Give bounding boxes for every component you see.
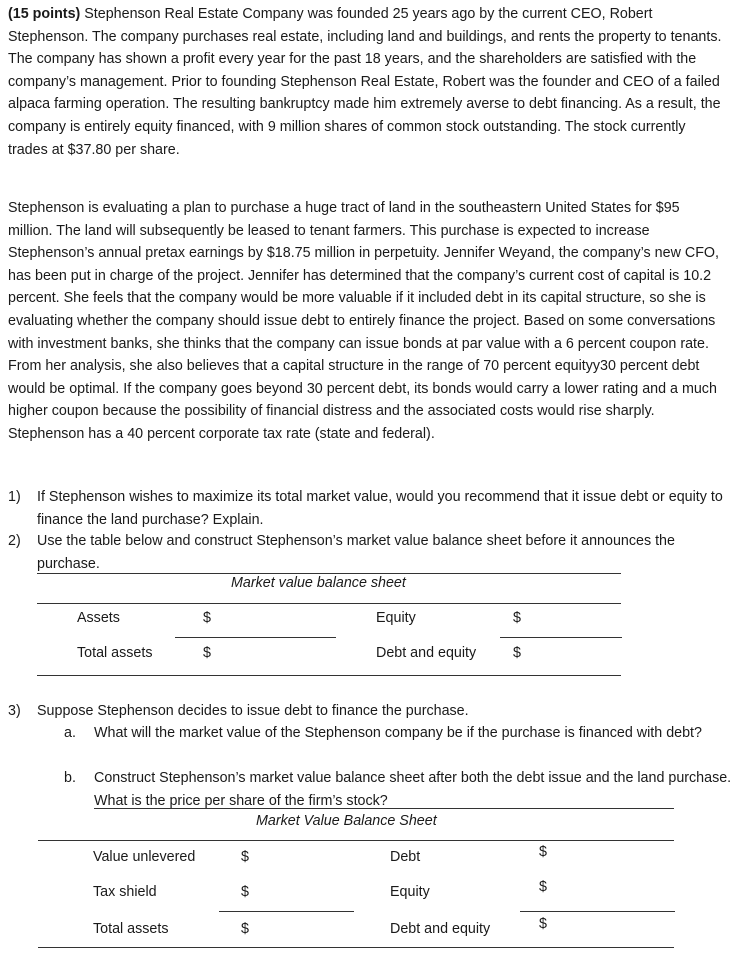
intro-paragraph xyxy=(8,3,726,161)
table2-row2-left-value: $ xyxy=(241,884,249,900)
table1-row1-right-value: $ xyxy=(513,610,521,626)
question-number: 1) xyxy=(8,489,21,505)
table2-row1-left-label: Value unlevered xyxy=(93,849,196,865)
subquestion-letter: a. xyxy=(64,725,76,741)
table2-row2-right-label: Equity xyxy=(390,884,430,900)
table2-row2-right-value: $ xyxy=(539,879,547,895)
scenario-paragraph: Stephenson is evaluating a plan to purchase a huge tract of land in the southeastern United States for $95 million. The land will subsequently be leased to tenant farmers. This purchase is expected to increase Stephenson’s annual pretax earnings by $18.75 million in perpetuity. Jennifer Weyand, the company’s new CFO, has been put in charge of the project. Jennifer has determined that the company’s current cost of capital is 10.2 percent. She feels that the company would be more valuable if it included debt in its capital structure, so she is evaluating whether the company should issue debt to entirely finance the project. Based on some conversations with investment banks, she thinks that the company can issue bonds at par value with a 6 percent coupon rate. From her analysis, she also believes that a capital structure in the range of 70 percent equityy30 percent debt would be optimal. If the company goes beyond 30 percent debt, its bonds would carry a lower rating and a much higher coupon because the possibility of financial distress and the associated costs would rise sharply. Stephenson has a 40 percent corporate tax rate (state and federal). xyxy=(8,200,720,442)
table1-row2-left-value: $ xyxy=(203,645,211,661)
table2-row1-right-value: $ xyxy=(539,844,547,860)
question-text: Use the table below and construct Stephenson’s market value balance sheet before it announces the purchase. xyxy=(37,533,675,572)
question-number: 3) xyxy=(8,703,21,719)
question-text: Suppose Stephenson decides to issue debt to finance the purchase. xyxy=(37,703,469,719)
table1-row2-right-label: Debt and equity xyxy=(376,645,477,661)
table1-header-rule xyxy=(37,603,621,604)
subquestion-text: What will the market value of the Stephenson company be if the purchase is financed with debt? xyxy=(94,725,702,741)
question-number: 2) xyxy=(8,533,21,549)
table1-bottom-rule xyxy=(37,675,621,676)
table1-row2-left-label: Total assets xyxy=(77,645,153,661)
table2-header-rule xyxy=(38,840,674,841)
table2-row1-right-label: Debt xyxy=(390,849,421,865)
table1-subtotal-rule-left xyxy=(175,637,336,638)
table2-row3-left-value: $ xyxy=(241,921,249,937)
subquestion-text: Construct Stephenson’s market value balance sheet after both the debt issue and the land purchase. What is the price per share of the firm’s stock? xyxy=(94,770,732,809)
table2-row3-left-label: Total assets xyxy=(93,921,169,937)
table2-row3-right-label: Debt and equity xyxy=(390,921,491,937)
table1-row2-right-value: $ xyxy=(513,645,521,661)
table2-title: Market Value Balance Sheet xyxy=(256,813,437,829)
intro-text: Stephenson Real Estate Company was founded 25 years ago by the current CEO, Robert Stephenson. The company purchases real estate, including land and buildings, and rents the property to tenants. The company has shown a profit every year for the past 18 years, and the shareholders are satisfied with the company’s management. Prior to founding Stephenson Real Estate, Robert was the founder and CEO of a failed alpaca farming operation. The resulting bankruptcy made him extremely averse to debt financing. As a result, the company is entirely equity financed, with 9 million shares of common stock outstanding. The stock currently trades at $37.80 per share. xyxy=(8,6,722,158)
table2-row2-left-label: Tax shield xyxy=(93,884,157,900)
table1-row1-right-label: Equity xyxy=(376,610,416,626)
table2-bottom-rule xyxy=(38,947,674,948)
table2-row3-right-value: $ xyxy=(539,916,547,932)
table1-subtotal-rule-right xyxy=(500,637,622,638)
table1-title: Market value balance sheet xyxy=(231,575,406,591)
table2-subtotal-rule-left xyxy=(219,911,354,912)
table2-row1-left-value: $ xyxy=(241,849,249,865)
table2-subtotal-rule-right xyxy=(520,911,675,912)
table1-row1-left-label: Assets xyxy=(77,610,120,626)
table2-top-rule xyxy=(94,808,674,809)
question-text: If Stephenson wishes to maximize its total market value, would you recommend that it issue debt or equity to finance the land purchase? Explain. xyxy=(37,489,723,528)
table1-row1-left-value: $ xyxy=(203,610,211,626)
points-label: (15 points) xyxy=(8,6,81,22)
subquestion-letter: b. xyxy=(64,770,76,786)
